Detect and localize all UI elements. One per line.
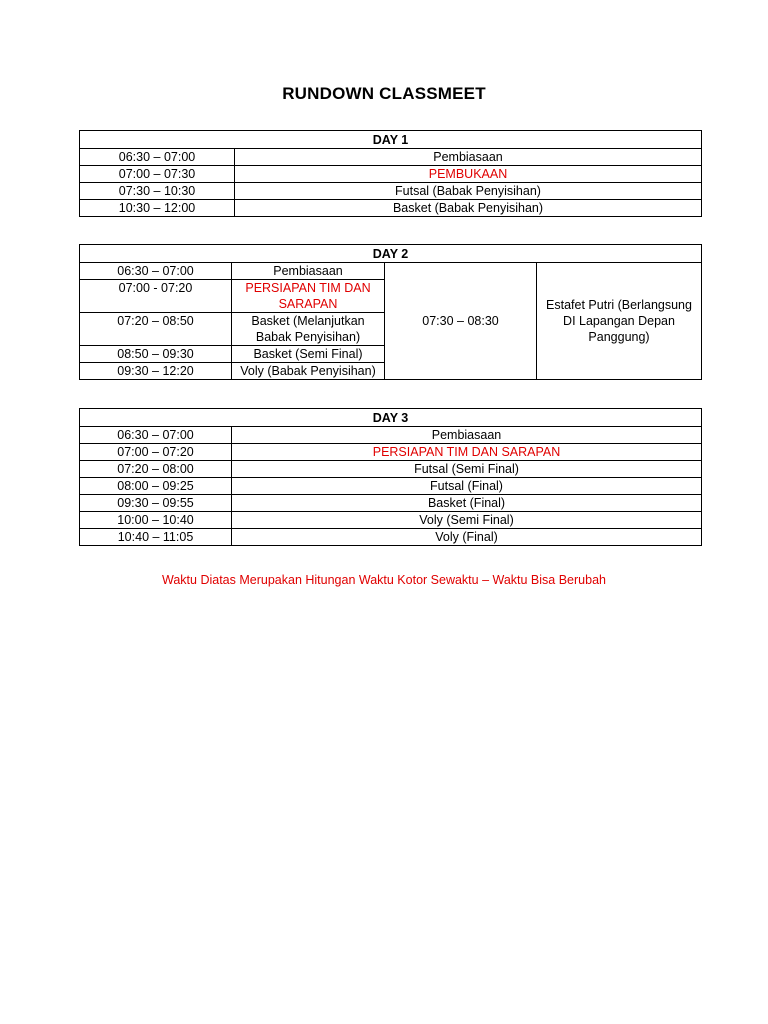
time-cell: 09:30 – 09:55 <box>80 495 232 512</box>
time-cell: 09:30 – 12:20 <box>80 363 232 380</box>
table-row <box>80 149 702 166</box>
time-cell: 06:30 – 07:00 <box>80 427 232 444</box>
activity-cell: Basket (Semi Final) <box>232 346 385 363</box>
table-row <box>80 263 702 280</box>
activity-cell: Pembiasaan <box>232 263 385 280</box>
activity-cell: Futsal (Final) <box>232 478 702 495</box>
time-cell: 10:30 – 12:00 <box>80 200 235 217</box>
time-cell: 10:40 – 11:05 <box>80 529 232 546</box>
time-cell: 08:50 – 09:30 <box>80 346 232 363</box>
activity-cell: Pembiasaan <box>235 149 702 166</box>
time-cell: 06:30 – 07:00 <box>80 149 235 166</box>
activity-cell: PEMBUKAAN <box>235 166 702 183</box>
table-row <box>80 183 702 200</box>
activity-cell: Pembiasaan <box>232 427 702 444</box>
table-row <box>80 529 702 546</box>
day2-schedule-table <box>79 244 702 380</box>
activity-cell: Voly (Final) <box>232 529 702 546</box>
time-cell: 07:00 - 07:20 <box>80 280 232 313</box>
activity-cell: Basket (Babak Penyisihan) <box>235 200 702 217</box>
activity-cell: PERSIAPAN TIM DAN SARAPAN <box>232 444 702 461</box>
activity-cell: Voly (Babak Penyisihan) <box>232 363 385 380</box>
side-activity-cell: Estafet Putri (Berlangsung DI Lapangan Depan Panggung) <box>537 263 702 380</box>
table-row <box>80 478 702 495</box>
time-cell: 08:00 – 09:25 <box>80 478 232 495</box>
activity-cell: Voly (Semi Final) <box>232 512 702 529</box>
day3-header: DAY 3 <box>80 409 702 427</box>
activity-cell: PERSIAPAN TIM DAN SARAPAN <box>232 280 385 313</box>
table-row <box>80 166 702 183</box>
activity-cell: Futsal (Babak Penyisihan) <box>235 183 702 200</box>
table-row <box>80 461 702 478</box>
day2-header: DAY 2 <box>80 245 702 263</box>
time-cell: 06:30 – 07:00 <box>80 263 232 280</box>
table-row <box>80 512 702 529</box>
activity-cell: Basket (Melanjutkan Babak Penyisihan) <box>232 313 385 346</box>
time-cell: 07:20 – 08:50 <box>80 313 232 346</box>
time-cell: 07:20 – 08:00 <box>80 461 232 478</box>
table-row <box>80 200 702 217</box>
table-row <box>80 444 702 461</box>
table-row <box>80 495 702 512</box>
side-time-cell: 07:30 – 08:30 <box>385 263 537 380</box>
day1-header: DAY 1 <box>80 131 702 149</box>
activity-cell: Futsal (Semi Final) <box>232 461 702 478</box>
activity-cell: Basket (Final) <box>232 495 702 512</box>
time-cell: 07:00 – 07:20 <box>80 444 232 461</box>
disclaimer-note: Waktu Diatas Merupakan Hitungan Waktu Kotor Sewaktu – Waktu Bisa Berubah <box>162 573 606 587</box>
day1-schedule-table <box>79 130 702 217</box>
time-cell: 07:00 – 07:30 <box>80 166 235 183</box>
time-cell: 07:30 – 10:30 <box>80 183 235 200</box>
time-cell: 10:00 – 10:40 <box>80 512 232 529</box>
day3-schedule-table <box>79 408 702 546</box>
table-row <box>80 427 702 444</box>
page-title: RUNDOWN CLASSMEET <box>282 84 486 103</box>
